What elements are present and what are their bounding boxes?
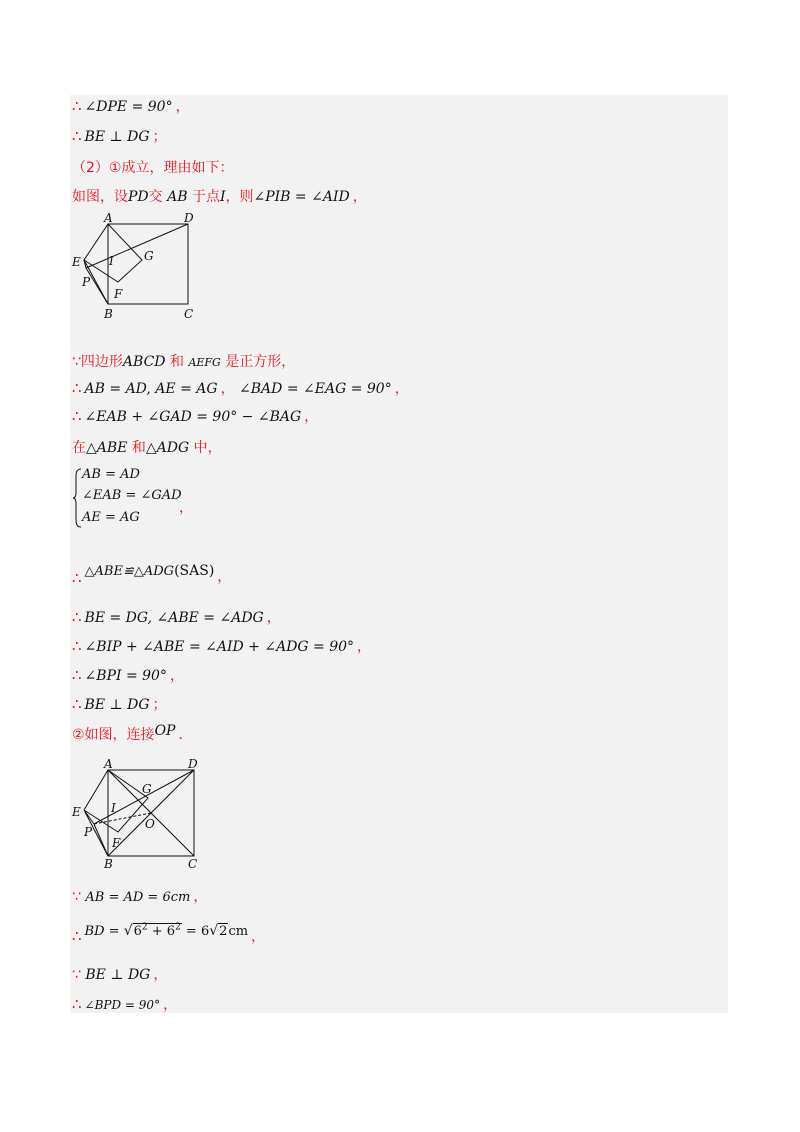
fig2-label-e: E [72,805,81,819]
fig1-label-c: C [184,307,194,321]
line-be-perp-dg: ∴ BE ⊥ DG ； [72,127,167,145]
line-be-perp-dg-3: ∵ BE ⊥ DG ， [72,967,168,983]
fig2-label-d: D [188,757,198,771]
line-setup-point-i: 如图，设PD交 AB 于点I，则∠PIB = ∠AID ， [72,189,367,205]
fig2-label-f: F [112,836,121,850]
fig1-label-b: B [104,307,113,321]
line-angle-bip: ∴ ∠BIP + ∠ABE = ∠AID + ∠ADG = 90° ， [72,637,372,655]
fig2-label-a: A [104,757,113,771]
line-squares: ∵四边形ABCD 和 AEFG 是正方形， [72,354,296,370]
fig1-label-g: G [144,249,154,263]
fig2-label-p: P [84,825,93,839]
line-angle-dpe: ∴ ∠DPE = 90° ， [72,97,190,115]
geometry-figure-1 [68,208,208,323]
system-eq-1: AB = AD [82,467,140,482]
fig1-label-f: F [114,287,123,301]
fig2-label-c: C [188,857,198,871]
fig2-label-o: O [145,817,155,831]
line-in-triangles: 在△ABE 和△ADG 中， [72,440,222,456]
geometry-figure-2 [68,754,208,872]
line-bd-length: ∴ BD = $√6^2 + 6^2 = 6√2cm$ ， [72,922,266,945]
fig1-label-d: D [184,211,194,225]
fig1-label-i: I [109,254,114,268]
line-ab-eq-6cm: ∵ AB = AD = 6cm ， [72,889,208,905]
line-angle-bpi: ∴ ∠BPI = 90° ， [72,666,184,684]
fig1-label-p: P [82,275,91,289]
fig2-label-i: I [111,801,116,815]
system-comma: ， [179,500,193,516]
part2-heading: （2）①成立，理由如下： [72,160,234,176]
line-be-perp-dg-2: ∴ BE ⊥ DG ； [72,695,167,713]
fig1-label-a: A [104,211,113,225]
line-be-eq-dg: ∴ BE = DG, ∠ABE = ∠ADG ， [72,608,281,626]
fig2-label-g: G [142,782,152,796]
line-angle-bpd: ∴ ∠BPD = 90° ， [72,995,178,1013]
fig1-label-e: E [72,255,81,269]
system-brace [72,468,82,528]
line-equal-sides: ∴ AB = AD, AE = AG ， ∠BAD = ∠EAG = 90° ， [72,379,409,397]
fig2-label-b: B [104,857,113,871]
system-eq-2: ∠EAB = ∠GAD [82,488,182,503]
line-angle-sum: ∴ ∠EAB + ∠GAD = 90° − ∠BAG ， [72,407,319,425]
line-congruent: ∴ △ABE≌△ADG(SAS) ， [72,563,232,587]
line-connect-op: ②如图，连接OP ． [72,723,193,743]
system-eq-3: AE = AG [82,510,140,525]
